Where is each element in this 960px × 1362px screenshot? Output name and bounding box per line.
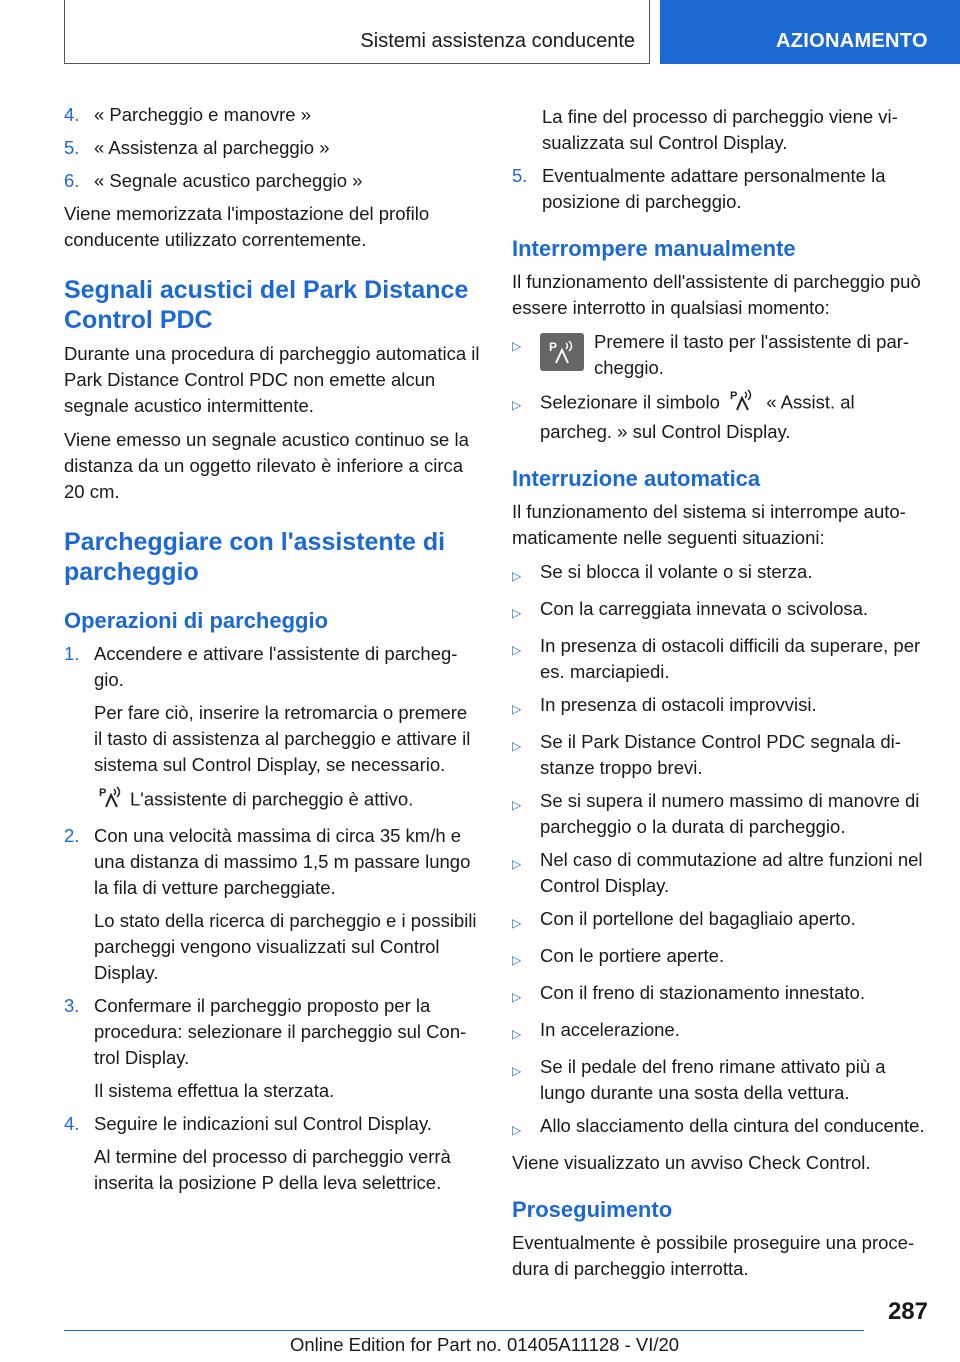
list-item [64, 135, 480, 161]
bullet-triangle-icon: ▷ [512, 606, 522, 620]
step-number: 3. [64, 995, 80, 1016]
step-2 [64, 823, 480, 986]
bullet-item [512, 388, 930, 445]
svg-text:P: P [99, 787, 107, 799]
bullet-triangle-icon: ▷ [512, 857, 522, 871]
bullet-triangle-icon: ▷ [512, 398, 522, 412]
step-number: 5. [512, 165, 528, 186]
step-status [94, 785, 480, 816]
park-assist-icon [729, 388, 755, 419]
step-4 [64, 1111, 480, 1196]
svg-text:P: P [549, 340, 558, 354]
bullet-text: Se si blocca il volante o si sterza. [540, 561, 813, 582]
step-number: 2. [64, 825, 80, 846]
bullet-text: Con il portellone del bagagliaio aperto. [540, 908, 856, 929]
heading-continue: Proseguimento [512, 1197, 673, 1222]
step-text: Seguire le indicazioni sul Control Display. [94, 1113, 432, 1134]
bullet-item [512, 788, 930, 840]
step-number: 4. [64, 1113, 80, 1134]
bullet-item [512, 1113, 930, 1143]
status-text: L'assistente di parcheggio è attivo. [130, 788, 414, 810]
bullet-text: Se si supera il numero massimo di manovre di parcheggio o la durata di parcheggio. [540, 790, 920, 837]
bullet-item [512, 980, 930, 1010]
step-text: Eventualmente adattare personalmente la posizione di parcheggio. [542, 165, 886, 212]
header-section-title: Sistemi assistenza conducente [360, 30, 635, 52]
paragraph-signals-2: Viene emesso un segnale acustico continuo se la distanza da un oggetto rilevato è inferiore a circa 20 cm. [64, 429, 469, 502]
step-detail: La fine del processo di parcheggio viene visualizzata sul Control Display. [542, 106, 898, 153]
step-detail: Il sistema effettua la sterzata. [94, 1080, 335, 1101]
bullet-item [512, 1017, 930, 1047]
bullet-text: Allo slacciamento della cintura del conducente. [540, 1115, 925, 1136]
bullet-triangle-icon: ▷ [512, 953, 522, 967]
bullet-text: Nel caso di commutazione ad altre funzioni nel Control Display. [540, 849, 923, 896]
step-number: 5. [64, 137, 80, 158]
bullet-item [512, 906, 930, 936]
bullet-triangle-icon: ▷ [512, 702, 522, 716]
step-3 [64, 993, 480, 1104]
paragraph-profile-saved: Viene memorizzata l'impostazione del profilo conducente utilizzato correntemente. [64, 203, 430, 250]
page-number: 287 [887, 1298, 928, 1325]
step-text: « Parcheggio e manovre » [94, 104, 311, 125]
list-item [64, 168, 480, 194]
heading-automatic-interrupt: Interruzione automatica [512, 466, 761, 491]
step-detail: Per fare ciò, inserire la retromarcia o premere il tasto di assistenza al parcheggio e attivare il sistema sul Control Display, se necessario. [94, 702, 471, 775]
park-assist-icon [98, 785, 124, 816]
step-text: Con una velocità massima di circa 35 km/h e una distanza di massimo 1,5 m passare lungo la fila di vetture parcheggiate. [94, 825, 471, 898]
bullet-item [512, 329, 930, 381]
bullet-text: In accelerazione. [540, 1019, 680, 1040]
paragraph-auto: Il funzionamento del sistema si interrompe automaticamente nelle seguenti situazioni: [512, 501, 906, 548]
bullet-triangle-icon: ▷ [512, 739, 522, 753]
heading-manual-interrupt: Interrompere manualmente [512, 236, 796, 261]
header-chapter-tab [660, 0, 960, 64]
step-number: 6. [64, 170, 80, 191]
footer-edition: Online Edition for Part no. 01405A11128 - VI/20 [290, 1334, 680, 1355]
bullet-text: Se il pedale del freno rimane attivato più a lungo durante una sosta della vettura. [540, 1056, 886, 1103]
right-column [512, 104, 930, 1290]
header-section-box [64, 0, 650, 64]
step-continuation [512, 104, 930, 156]
bullet-item [512, 633, 930, 685]
bullet-text: In presenza di ostacoli improvvisi. [540, 694, 817, 715]
bullet-triangle-icon: ▷ [512, 643, 522, 657]
step-text: Accendere e attivare l'assistente di parcheggio. [94, 643, 458, 690]
step-1 [64, 641, 480, 816]
svg-text:P: P [730, 390, 738, 402]
bullet-item [512, 729, 930, 781]
bullet-triangle-icon: ▷ [512, 569, 522, 583]
bullet-text: Premere il tasto per l'assistente di parcheggio. [594, 331, 910, 378]
paragraph-signals-1: Durante una procedura di parcheggio automatica il Park Distance Control PDC non emette alcun segnale acustico intermittente. [64, 343, 480, 416]
bullet-triangle-icon: ▷ [512, 990, 522, 1004]
park-assist-button-icon [540, 333, 584, 371]
bullet-text: In presenza di ostacoli difficili da superare, per es. marciapiedi. [540, 635, 921, 682]
bullet-triangle-icon: ▷ [512, 798, 522, 812]
bullet-triangle-icon: ▷ [512, 916, 522, 930]
bullet-item [512, 943, 930, 973]
bullet-text: Selezionare il simbolo [540, 391, 720, 413]
bullet-text: Se il Park Distance Control PDC segnala distanze troppo brevi. [540, 731, 901, 778]
bullet-item [512, 1054, 930, 1106]
bullet-triangle-icon: ▷ [512, 339, 522, 353]
step-text: « Assistenza al parcheggio » [94, 137, 330, 158]
bullet-text: Con la carreggiata innevata o scivolosa. [540, 598, 869, 619]
step-number: 4. [64, 104, 80, 125]
heading-parking-operations: Operazioni di parcheggio [64, 608, 329, 633]
paragraph-check-control: Viene visualizzato un avviso Check Control. [512, 1152, 871, 1173]
footer-divider [64, 1330, 864, 1331]
step-text: « Segnale acustico parcheggio » [94, 170, 363, 191]
bullet-item [512, 559, 930, 589]
bullet-triangle-icon: ▷ [512, 1123, 522, 1137]
paragraph-manual: Il funzionamento dell'assistente di parcheggio può essere interrotto in qualsiasi momento: [512, 271, 921, 318]
paragraph-continue: Eventualmente è possibile proseguire una procedura di parcheggio interrotta. [512, 1232, 915, 1279]
bullet-triangle-icon: ▷ [512, 1027, 522, 1041]
step-5 [512, 163, 930, 215]
left-column [64, 102, 480, 1203]
bullet-item [512, 692, 930, 722]
step-number: 1. [64, 643, 80, 664]
auto-interrupt-list [512, 559, 930, 1143]
bullet-text: « Assist. al parcheg. » sul Control Display. [540, 391, 855, 442]
step-text: Confermare il parcheggio proposto per la procedura: selezionare il parcheggio sul Control Display. [94, 995, 467, 1068]
bullet-text: Con le portiere aperte. [540, 945, 725, 966]
bullet-text: Con il freno di stazionamento innestato. [540, 982, 865, 1003]
step-detail: Lo stato della ricerca di parcheggio e i possibili parcheggi vengono visualizzati sul Control Display. [94, 910, 477, 983]
bullet-item [512, 596, 930, 626]
heading-pdc-signals: Segnali acustici del Park Distance Control PDC [64, 276, 469, 334]
bullet-triangle-icon: ▷ [512, 1064, 522, 1078]
bullet-item [512, 847, 930, 899]
step-detail: Al termine del processo di parcheggio verrà inserita la posizione P della leva selettrice. [94, 1146, 451, 1193]
header-chapter-title: AZIONAMENTO [776, 30, 928, 52]
list-item [64, 102, 480, 128]
heading-park-assistant: Parcheggiare con l'assistente di parcheggio [64, 528, 446, 586]
